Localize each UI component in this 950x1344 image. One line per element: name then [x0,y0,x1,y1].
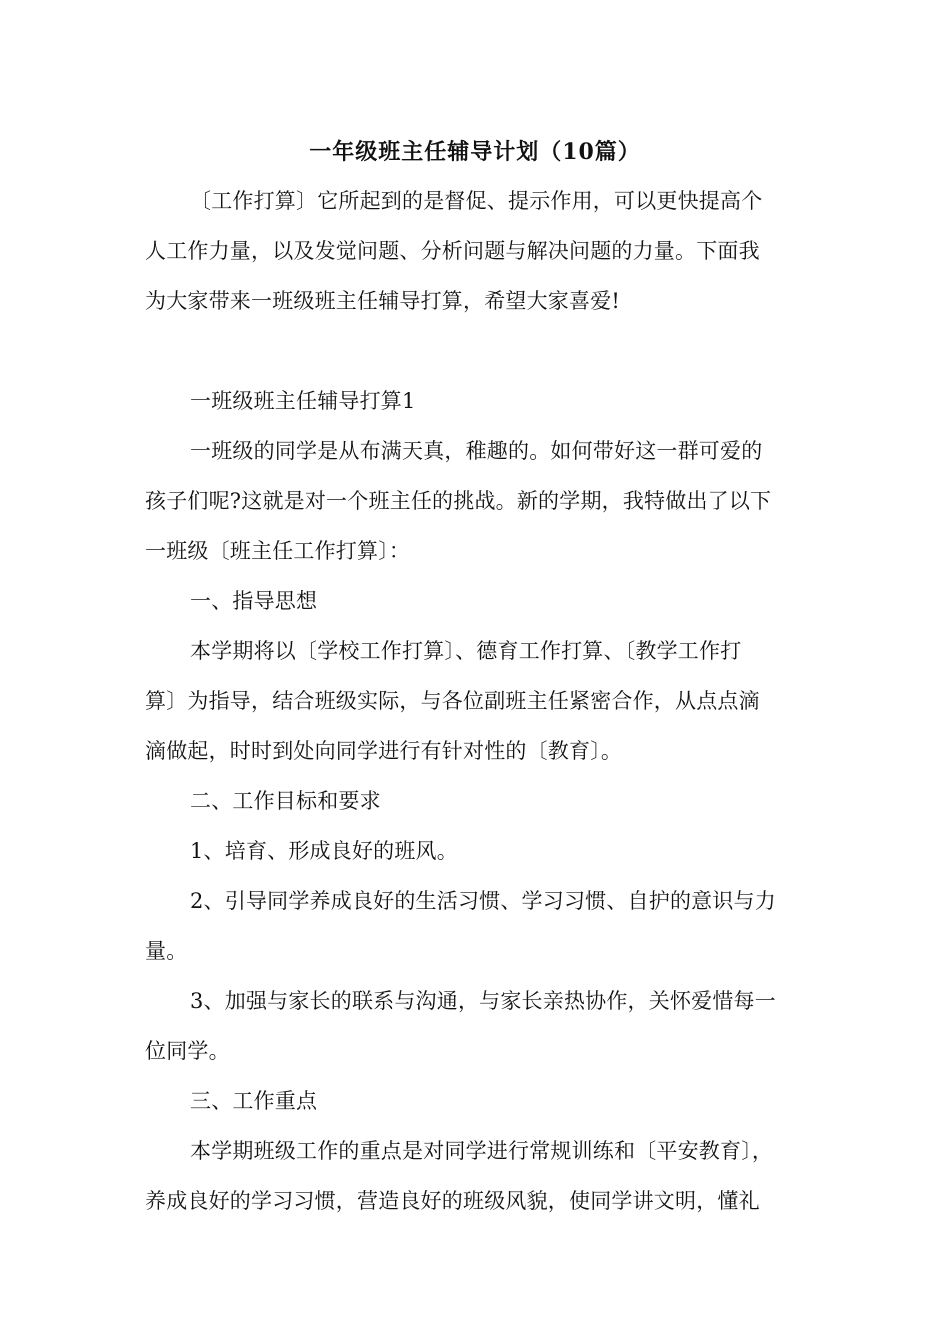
paragraph-line: 一班级的同学是从布满天真，稚趣的。如何带好这一群可爱的 [190,439,763,463]
paragraph-line: 孩子们呢?这就是对一个班主任的挑战。新的学期，我特做出了以下 [145,489,772,513]
list-item-continuation: 量。 [145,939,188,963]
section-heading: 一、指导思想 [190,589,318,613]
paragraph-line: 人工作力量，以及发觉问题、分析问题与解决问题的力量。下面我 [145,239,760,263]
paragraph-line: 〔工作打算〕它所起到的是督促、提示作用，可以更快提高个 [190,189,763,213]
paragraph-line: 滴做起，时时到处向同学进行有针对性的〔教育〕。 [145,739,623,763]
section-heading: 三、工作重点 [190,1089,318,1113]
paragraph-line: 养成良好的学习习惯，营造良好的班级风貌，使同学讲文明，懂礼 [145,1189,760,1213]
list-item-continuation: 位同学。 [145,1039,230,1063]
list-item: 3、加强与家长的联系与沟通，与家长亲热协作，关怀爱惜每一 [190,989,776,1013]
paragraph-line: 本学期班级工作的重点是对同学进行常规训练和〔平安教育〕， [190,1139,774,1163]
section-heading: 一班级班主任辅导打算1 [190,389,416,413]
paragraph-line: 一班级〔班主任工作打算〕： [145,539,411,563]
paragraph-line: 算〕为指导，结合班级实际，与各位副班主任紧密合作，从点点滴 [145,689,760,713]
section-heading: 二、工作目标和要求 [190,789,381,813]
list-item: 2、引导同学养成良好的生活习惯、学习习惯、自护的意识与力 [190,889,776,913]
list-item: 1、培育、形成良好的班风。 [190,839,458,863]
paragraph-line: 本学期将以〔学校工作打算〕、德育工作打算、〔教学工作打 [190,639,742,663]
paragraph-line: 为大家带来一班级班主任辅导打算，希望大家喜爱! [145,289,621,313]
document-title: 一年级班主任辅导计划（10篇） [309,139,641,165]
